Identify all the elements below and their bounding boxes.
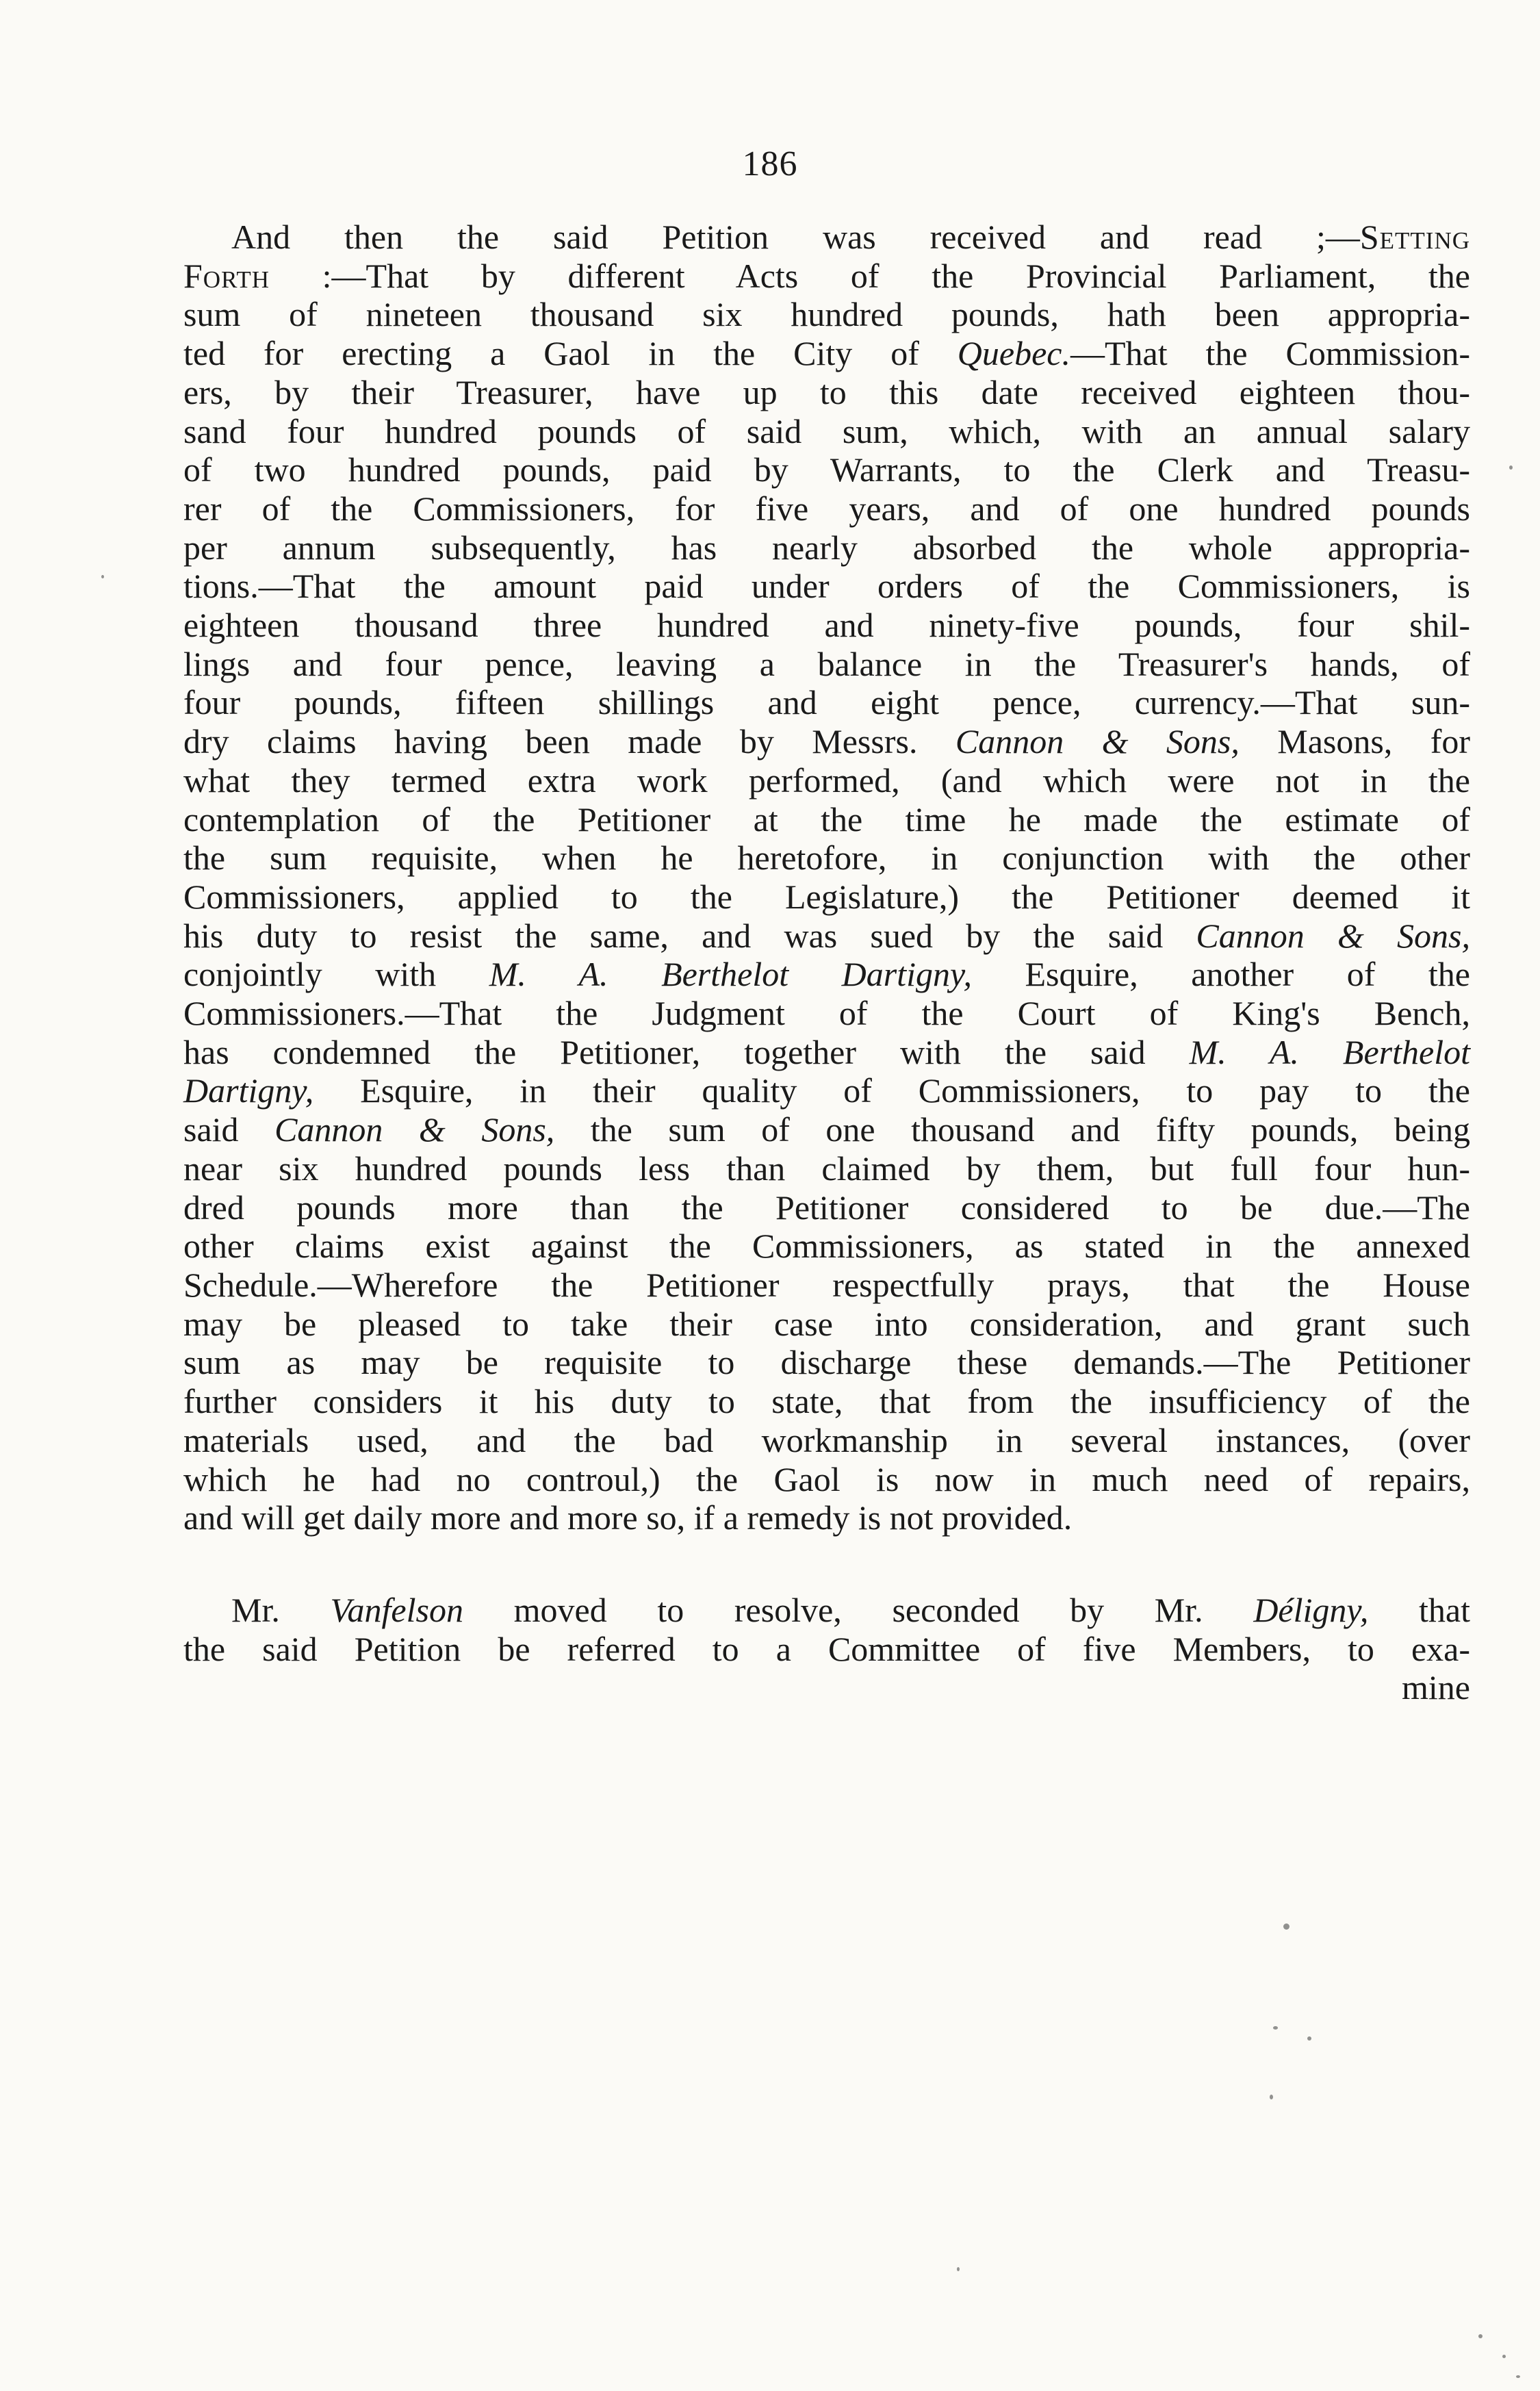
motion-paragraph <box>183 1591 1470 1668</box>
text-run: Mr. <box>231 1590 331 1629</box>
text-run: his duty to resist the same, and was sued by the said <box>183 916 1196 955</box>
text-run: other claims exist against the Commissioners, as stated in the annexed <box>183 1227 1470 1266</box>
scan-speck <box>1307 2036 1311 2041</box>
text-line <box>183 1591 1470 1630</box>
text-line <box>183 1110 1470 1149</box>
text-run: Schedule.—Wherefore the Petitioner respectfully prays, that the House <box>183 1265 1470 1304</box>
text-line <box>183 1421 1470 1460</box>
text-line <box>183 334 1470 373</box>
catchword: mine <box>1402 1668 1470 1707</box>
text-run: that <box>1368 1590 1470 1629</box>
italic-run: Cannon & Sons, <box>274 1110 555 1149</box>
italic-run: M. A. Berthelot <box>1189 1032 1470 1071</box>
text-run: materials used, and the bad workmanship in several instances, (over <box>183 1420 1470 1459</box>
text-line <box>183 1227 1470 1266</box>
text-run: said <box>183 1110 275 1149</box>
text-run: :—That by different Acts of the Provincial Parliament, the <box>269 256 1470 295</box>
text-line <box>183 1033 1470 1072</box>
text-run: conjointly with <box>183 955 489 994</box>
scan-speck <box>1283 1923 1289 1930</box>
text-run: lings and four pence, leaving a balance in the Treasurer's hands, of <box>183 644 1470 683</box>
scan-speck <box>957 2267 960 2271</box>
catchword-container <box>183 1668 1470 1707</box>
page-number: 186 <box>742 144 798 183</box>
text-run: the sum of one thousand and fifty pounds, being <box>554 1110 1470 1149</box>
text-run: may be pleased to take their case into consideration, and grant such <box>183 1304 1470 1343</box>
text-run: further considers it his duty to state, that from the insufficiency of the <box>183 1382 1470 1421</box>
italic-run: M. A. Berthelot Dartigny, <box>489 955 972 994</box>
text-run: ers, by their Treasurer, have up to this date received eighteen thou- <box>183 372 1470 411</box>
text-run: the said Petition be referred to a Committee of five Members, to exa- <box>183 1629 1470 1668</box>
text-run: sum of nineteen thousand six hundred pounds, hath been appropria- <box>183 295 1470 334</box>
text-run: Commissioners, applied to the Legislature,) the Petitioner deemed it <box>183 877 1470 916</box>
text-line <box>183 1188 1470 1227</box>
text-line <box>183 606 1470 645</box>
scan-speck <box>101 575 104 578</box>
text-run: rer of the Commissioners, for five years, and of one hundred pounds <box>183 489 1470 528</box>
small-caps-run: Forth <box>183 256 270 295</box>
text-run: Commissioners.—That the Judgment of the Court of King's Bench, <box>183 994 1470 1033</box>
text-line <box>183 800 1470 839</box>
text-run: has condemned the Petitioner, together with the said <box>183 1032 1190 1071</box>
text-run: And then the said Petition was received and read ;— <box>231 218 1360 256</box>
text-line <box>183 257 1470 296</box>
text-run: tions.—That the amount paid under orders of the Commissioners, is <box>183 567 1470 606</box>
text-line <box>183 722 1470 761</box>
text-run: per annum subsequently, has nearly absorbed the whole appropria- <box>183 528 1470 567</box>
text-line <box>183 1305 1470 1344</box>
text-line <box>183 1343 1470 1382</box>
text-line <box>183 1149 1470 1188</box>
text-line <box>183 955 1470 994</box>
scan-speck <box>1516 2375 1520 2378</box>
text-run: sand four hundred pounds of said sum, which, with an annual salary <box>183 411 1470 450</box>
text-line <box>183 761 1470 800</box>
text-run: contemplation of the Petitioner at the time he made the estimate of <box>183 800 1470 839</box>
paragraph-gap <box>183 1537 1470 1591</box>
text-line <box>183 373 1470 412</box>
text-run: and will get daily more and more so, if a remedy is not provided. <box>183 1498 1073 1537</box>
text-line <box>183 567 1470 606</box>
petition-paragraph <box>183 218 1470 1537</box>
text-line <box>183 1460 1470 1499</box>
text-run: near six hundred pounds less than claimed by them, but full four hun- <box>183 1149 1470 1188</box>
italic-run: Vanfelson <box>330 1590 463 1629</box>
text-line <box>183 1382 1470 1421</box>
italic-run: Cannon & Sons, <box>1196 916 1470 955</box>
text-line <box>183 994 1470 1033</box>
text-run: dred pounds more than the Petitioner considered to be due.—The <box>183 1188 1470 1227</box>
text-line <box>183 295 1470 334</box>
text-line <box>183 412 1470 451</box>
small-caps-run: Setting <box>1359 218 1470 256</box>
text-line <box>183 878 1470 917</box>
italic-run: Quebec. <box>957 334 1070 373</box>
scan-speck <box>1509 465 1513 470</box>
italic-run: Cannon & Sons, <box>955 722 1240 761</box>
text-run: which he had no controul,) the Gaol is now in much need of repairs, <box>183 1459 1470 1498</box>
text-run: sum as may be requisite to discharge these demands.—The Petitioner <box>183 1343 1470 1382</box>
text-run: four pounds, fifteen shillings and eight pence, currency.—That sun- <box>183 683 1470 722</box>
text-line <box>183 839 1470 878</box>
text-line <box>183 1498 1470 1537</box>
text-line <box>183 489 1470 528</box>
scan-speck <box>1270 2095 1273 2099</box>
text-line <box>183 528 1470 567</box>
text-line <box>183 917 1470 956</box>
text-run: eighteen thousand three hundred and ninety-five pounds, four shil- <box>183 606 1470 645</box>
text-line <box>183 218 1470 257</box>
scan-speck <box>1502 2355 1506 2358</box>
italic-run: Dartigny, <box>183 1071 314 1110</box>
text-run: —That the Commission- <box>1070 334 1470 373</box>
text-run: Masons, for <box>1239 722 1470 761</box>
text-run: ted for erecting a Gaol in the City of <box>183 334 958 373</box>
text-run: Esquire, in their quality of Commissioners, to pay to the <box>313 1071 1470 1110</box>
text-run: of two hundred pounds, paid by Warrants, to the Clerk and Treasu- <box>183 450 1470 489</box>
text-line <box>183 1630 1470 1669</box>
scan-speck <box>1273 2026 1278 2030</box>
scan-speck <box>1478 2334 1483 2338</box>
text-line <box>183 1266 1470 1305</box>
text-run: Esquire, another of the <box>971 955 1470 994</box>
text-line <box>183 1071 1470 1110</box>
text-line <box>183 645 1470 684</box>
text-run: what they termed extra work performed, (and which were not in the <box>183 760 1470 800</box>
text-run: dry claims having been made by Messrs. <box>183 722 955 761</box>
italic-run: Déligny, <box>1253 1590 1369 1629</box>
text-run: the sum requisite, when he heretofore, in conjunction with the other <box>183 839 1470 878</box>
text-line <box>183 450 1470 489</box>
text-run: moved to resolve, seconded by Mr. <box>463 1590 1254 1629</box>
text-block <box>183 218 1470 1707</box>
text-line <box>183 683 1470 722</box>
